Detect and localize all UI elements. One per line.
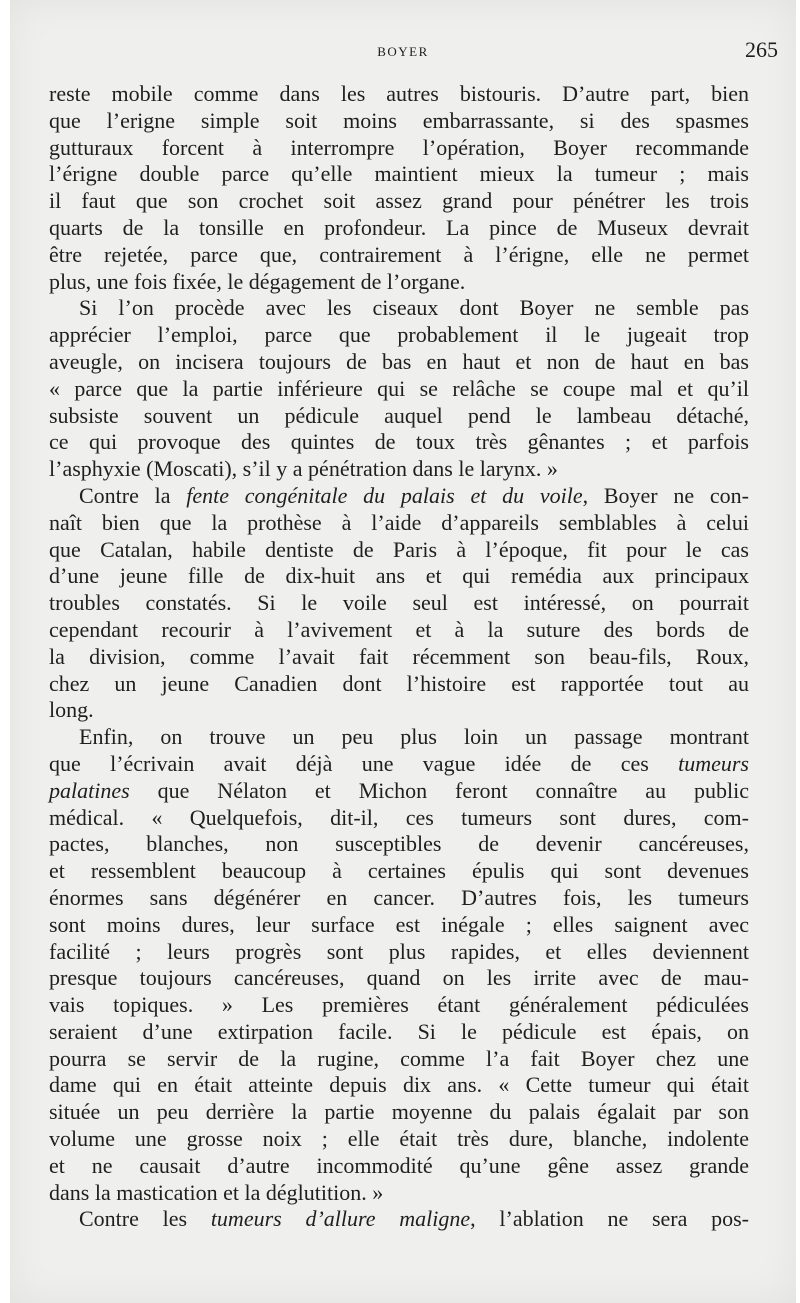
text-run: sont moins dures, leur surface est inégale ; elles saignent avec: [49, 911, 749, 937]
text-run: que l’erigne simple soit moins embarrassante, si des spasmes: [49, 107, 749, 133]
text-run: l’érigne double parce qu’elle maintient mieux la tumeur ; mais: [49, 161, 749, 187]
text-run: , l’ablation ne sera pos-: [470, 1206, 749, 1232]
text-run: plus, une fois fixée, le dégagement de l’organe.: [49, 268, 466, 294]
text-line: [49, 1153, 749, 1180]
italic-text: tumeurs: [678, 750, 749, 776]
text-line: [49, 295, 749, 322]
text-line: [49, 751, 749, 778]
paragraph: [49, 1206, 749, 1233]
text-run: subsiste souvent un pédicule auquel pend le lambeau détaché,: [49, 402, 749, 428]
text-run: que l’écrivain avait déjà une vague idée de ces: [49, 750, 679, 776]
text-run: Enfin, on trouve un peu plus loin un passage montrant: [79, 724, 749, 750]
text-run: Contre la: [79, 482, 187, 508]
text-run: d’une jeune fille de dix-huit ans et qui remédia aux principaux: [49, 563, 749, 589]
text-line: [49, 1206, 749, 1233]
text-run: dans la mastication et la déglutition. »: [49, 1179, 384, 1205]
text-run: Si l’on procède avec les ciseaux dont Boyer ne semble pas: [79, 295, 749, 321]
text-run: énormes sans dégénérer en cancer. D’autres fois, les tumeurs: [49, 884, 749, 910]
text-line: [49, 1099, 749, 1126]
paragraph: [49, 724, 749, 1206]
text-line: [49, 939, 749, 966]
text-line: [49, 885, 749, 912]
text-line: [49, 403, 749, 430]
italic-text: fente congénitale du palais et du voile: [186, 482, 583, 508]
text-run: troubles constatés. Si le voile seul est intéressé, on pourrait: [49, 590, 749, 616]
text-run: et ne causait d’autre incommodité qu’une gêne assez grande: [49, 1152, 749, 1178]
text-line: [49, 537, 749, 564]
text-line: [49, 429, 749, 456]
text-line: [49, 778, 749, 805]
paragraph: [49, 483, 749, 724]
text-line: [49, 1126, 749, 1153]
text-line: [49, 322, 749, 349]
text-run: être rejetée, parce que, contrairement à l’érigne, elle ne permet: [49, 241, 749, 267]
paragraph: [49, 81, 749, 295]
text-line: [49, 992, 749, 1019]
text-line: [49, 1019, 749, 1046]
text-line: [49, 215, 749, 242]
text-line: [49, 563, 749, 590]
text-run: , Boyer ne con-: [582, 482, 749, 508]
text-line: [49, 912, 749, 939]
text-run: gutturaux forcent à interrompre l’opération, Boyer recommande: [49, 134, 749, 160]
text-line: [49, 188, 749, 215]
text-run: apprécier l’emploi, parce que probablement il le jugeait trop: [49, 322, 749, 348]
text-line: [49, 242, 749, 269]
text-run: que Catalan, habile dentiste de Paris à l’époque, fit pour le cas: [49, 536, 749, 562]
page-number: 265: [745, 37, 778, 62]
body-text: [49, 81, 749, 1233]
page-header: [10, 38, 796, 62]
text-run: médical. « Quelquefois, dit-il, ces tumeurs sont dures, com-: [49, 804, 749, 830]
text-run: vais topiques. » Les premières étant généralement pédiculées: [49, 992, 749, 1018]
text-line: [49, 1072, 749, 1099]
text-line: [49, 644, 749, 671]
italic-text: tumeurs d’allure maligne: [210, 1206, 471, 1232]
text-run: quarts de la tonsille en profondeur. La pince de Museux devrait: [49, 214, 749, 240]
text-run: et ressemblent beaucoup à certaines épulis qui sont devenues: [49, 858, 749, 884]
text-run: cependant recourir à l’avivement et à la suture des bords de: [49, 616, 749, 642]
text-line: [49, 671, 749, 698]
text-run: facilité ; leurs progrès sont plus rapides, et elles deviennent: [49, 938, 749, 964]
text-line: [49, 617, 749, 644]
text-run: située un peu derrière la partie moyenne du palais égalait par son: [49, 1099, 749, 1125]
text-line: [49, 135, 749, 162]
text-line: [49, 81, 749, 108]
text-run: long.: [49, 697, 94, 723]
text-run: pourra se servir de la rugine, comme l’a fait Boyer chez une: [49, 1045, 749, 1071]
book-page: [10, 0, 796, 1303]
text-line: [49, 805, 749, 832]
text-run: seraient d’une extirpation facile. Si le pédicule est épais, on: [49, 1018, 749, 1044]
text-line: [49, 831, 749, 858]
text-run: l’asphyxie (Moscati), s’il y a pénétration dans le larynx. »: [49, 456, 558, 482]
text-run: « parce que la partie inférieure qui se relâche se coupe mal et qu’il: [49, 375, 749, 401]
running-head: BOYER: [377, 44, 429, 59]
text-line: [49, 1046, 749, 1073]
text-line: [49, 510, 749, 537]
text-run: naît bien que la prothèse à l’aide d’appareils semblables à celui: [49, 509, 749, 535]
text-line: [49, 269, 749, 296]
text-line: [49, 456, 749, 483]
italic-text: palatines: [49, 777, 130, 803]
text-run: chez un jeune Canadien dont l’histoire est rapportée tout au: [49, 670, 749, 696]
paragraph: [49, 295, 749, 483]
text-line: [49, 724, 749, 751]
text-line: [49, 858, 749, 885]
text-line: [49, 590, 749, 617]
text-line: [49, 483, 749, 510]
text-run: reste mobile comme dans les autres bistouris. D’autre part, bien: [49, 81, 749, 106]
text-run: pactes, blanches, non susceptibles de devenir cancéreuses,: [49, 831, 749, 857]
text-run: ce qui provoque des quintes de toux très gênantes ; et parfois: [49, 429, 749, 455]
text-line: [49, 376, 749, 403]
text-line: [49, 697, 749, 724]
text-run: la division, comme l’avait fait récemment son beau-fils, Roux,: [49, 643, 749, 669]
text-line: [49, 108, 749, 135]
text-run: il faut que son crochet soit assez grand pour pénétrer les trois: [49, 188, 749, 214]
text-line: [49, 349, 749, 376]
text-run: Contre les: [79, 1206, 211, 1232]
text-line: [49, 161, 749, 188]
text-run: volume une grosse noix ; elle était très dure, blanche, indolente: [49, 1126, 749, 1152]
text-run: aveugle, on incisera toujours de bas en haut et non de haut en bas: [49, 348, 749, 374]
text-run: que Nélaton et Michon feront connaître au public: [129, 777, 749, 803]
text-line: [49, 1180, 749, 1207]
text-run: presque toujours cancéreuses, quand on les irrite avec de mau-: [49, 965, 749, 991]
text-run: dame qui en était atteinte depuis dix ans. « Cette tumeur qui était: [49, 1072, 749, 1098]
text-line: [49, 965, 749, 992]
